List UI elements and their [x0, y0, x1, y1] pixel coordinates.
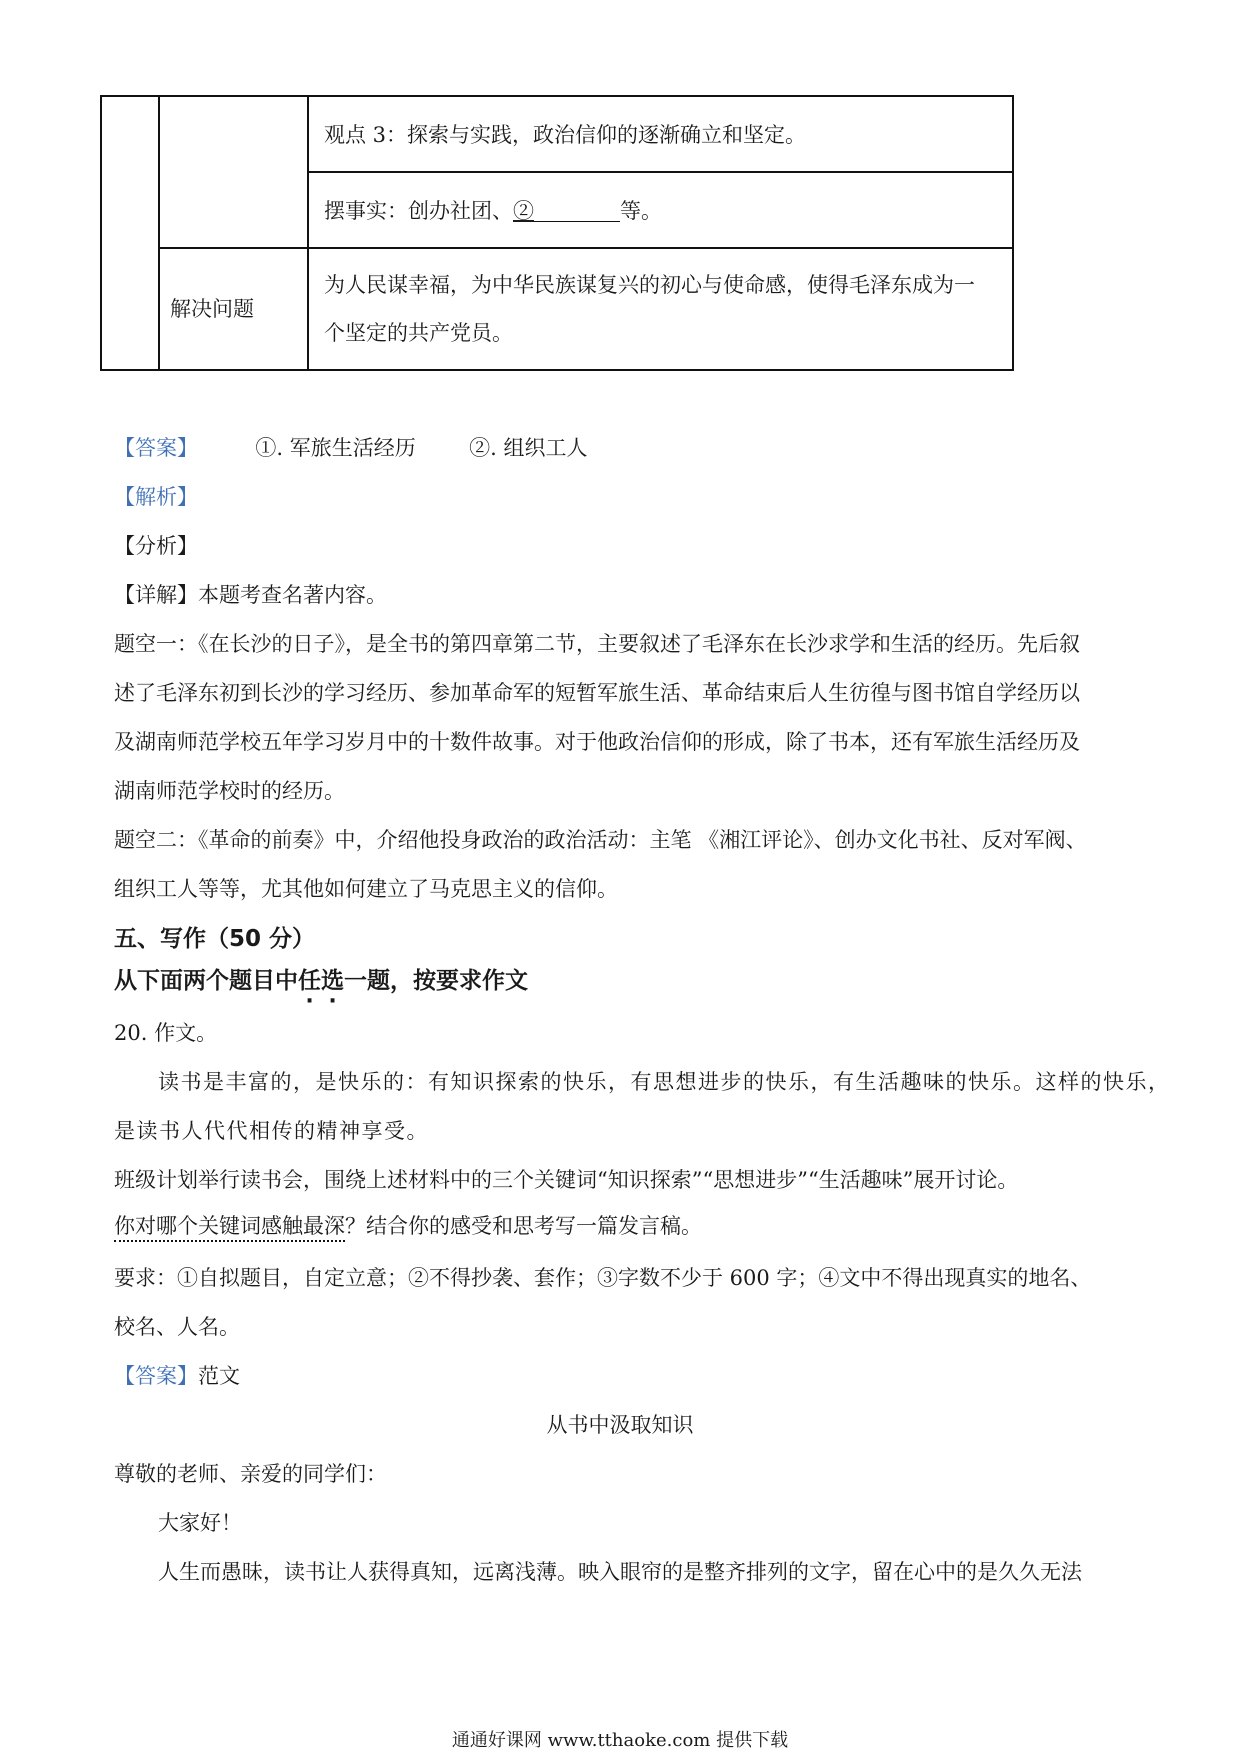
prompt-task-line1: 班级计划举行读书会，围绕上述材料中的三个关键词“知识探索”“思想进步”“生活趣味”展开讨论。 [114, 1168, 1019, 1192]
fenxi-tag: 【分析】 [114, 534, 198, 558]
section-instruction: 从下面两个题目中任选一题，按要求作文 [114, 968, 528, 994]
requirements-line1: 要求：①自拟题目，自定立意；②不得抄袭、套作；③字数不少于 600 字；④文中不得出现真实的地名、 [114, 1266, 1092, 1290]
answer-tag: 【答案】 [114, 436, 198, 460]
section-heading: 五、写作（50 分） [114, 926, 316, 952]
table-divider [307, 171, 1012, 173]
table-cell-facts: 摆事实：创办社团、② 等。 [324, 187, 662, 235]
table-cell-solve-label: 解决问题 [170, 297, 254, 321]
para1-line3: 及湖南师范学校五年学习岁月中的十数件故事。对于他政治信仰的形成，除了书本，还有军旅生活经历及 [114, 730, 1080, 754]
prompt-material-line2: 是读书人代代相传的精神享受。 [114, 1119, 429, 1143]
essay-title: 从书中汲取知识 [546, 1413, 694, 1437]
para1-line4: 湖南师范学校时的经历。 [114, 779, 345, 803]
para1-line2: 述了毛泽东初到长沙的学习经历、参加革命军的短暂军旅生活、革命结束后人生彷徨与图书馆自学经历以 [114, 681, 1080, 705]
essay-salutation: 尊敬的老师、亲爱的同学们： [114, 1462, 387, 1486]
fill-blank-2 [534, 195, 620, 222]
analysis-tag: 【解析】 [114, 485, 198, 509]
table-cell-solve-text-1: 为人民谋幸福，为中华民族谋复兴的初心与使命感，使得毛泽东成为一 [324, 273, 975, 297]
model-answer-line: 【答案】范文 [114, 1364, 240, 1388]
table-divider [307, 97, 309, 369]
answer-item-2: ②. 组织工人 [469, 436, 588, 460]
essay-greeting: 大家好！ [158, 1511, 242, 1535]
question-20-title: 20. 作文。 [114, 1021, 218, 1045]
table-cell-viewpoint-3: 观点 3：探索与实践，政治信仰的逐渐确立和坚定。 [324, 123, 807, 147]
detail-line: 【详解】本题考查名著内容。 [114, 583, 387, 607]
table-divider [158, 97, 160, 369]
para2-line2: 组织工人等等，尤其他如何建立了马克思主义的信仰。 [114, 877, 618, 901]
requirements-line2: 校名、人名。 [114, 1315, 240, 1339]
table-divider [158, 247, 1012, 249]
footer-watermark: 通通好课网 www.tthaoke.com 提供下载 [451, 1730, 789, 1751]
outline-table [100, 95, 1014, 371]
table-cell-solve-text-2: 个坚定的共产党员。 [324, 321, 513, 345]
para2-line1: 题空二：《革命的前奏》中，介绍他投身政治的政治活动：主笔 《湘江评论》、创办文化书社、反对军阀、 [114, 828, 1087, 852]
prompt-material-line1: 读书是丰富的，是快乐的：有知识探索的快乐，有思想进步的快乐，有生活趣味的快乐。这样的快乐， [158, 1070, 1171, 1094]
answer-line [114, 432, 587, 462]
answer-item-1: ①. 军旅生活经历 [255, 436, 416, 460]
prompt-task-line2: 你对哪个关键词感触最深？结合你的感受和思考写一篇发言稿。 [114, 1210, 702, 1240]
essay-body-line1: 人生而愚昧，读书让人获得真知，远离浅薄。映入眼帘的是整齐排列的文字，留在心中的是久久无法 [158, 1560, 1082, 1584]
para1-line1: 题空一：《在长沙的日子》，是全书的第四章第二节，主要叙述了毛泽东在长沙求学和生活的经历。先后叙 [114, 632, 1080, 656]
